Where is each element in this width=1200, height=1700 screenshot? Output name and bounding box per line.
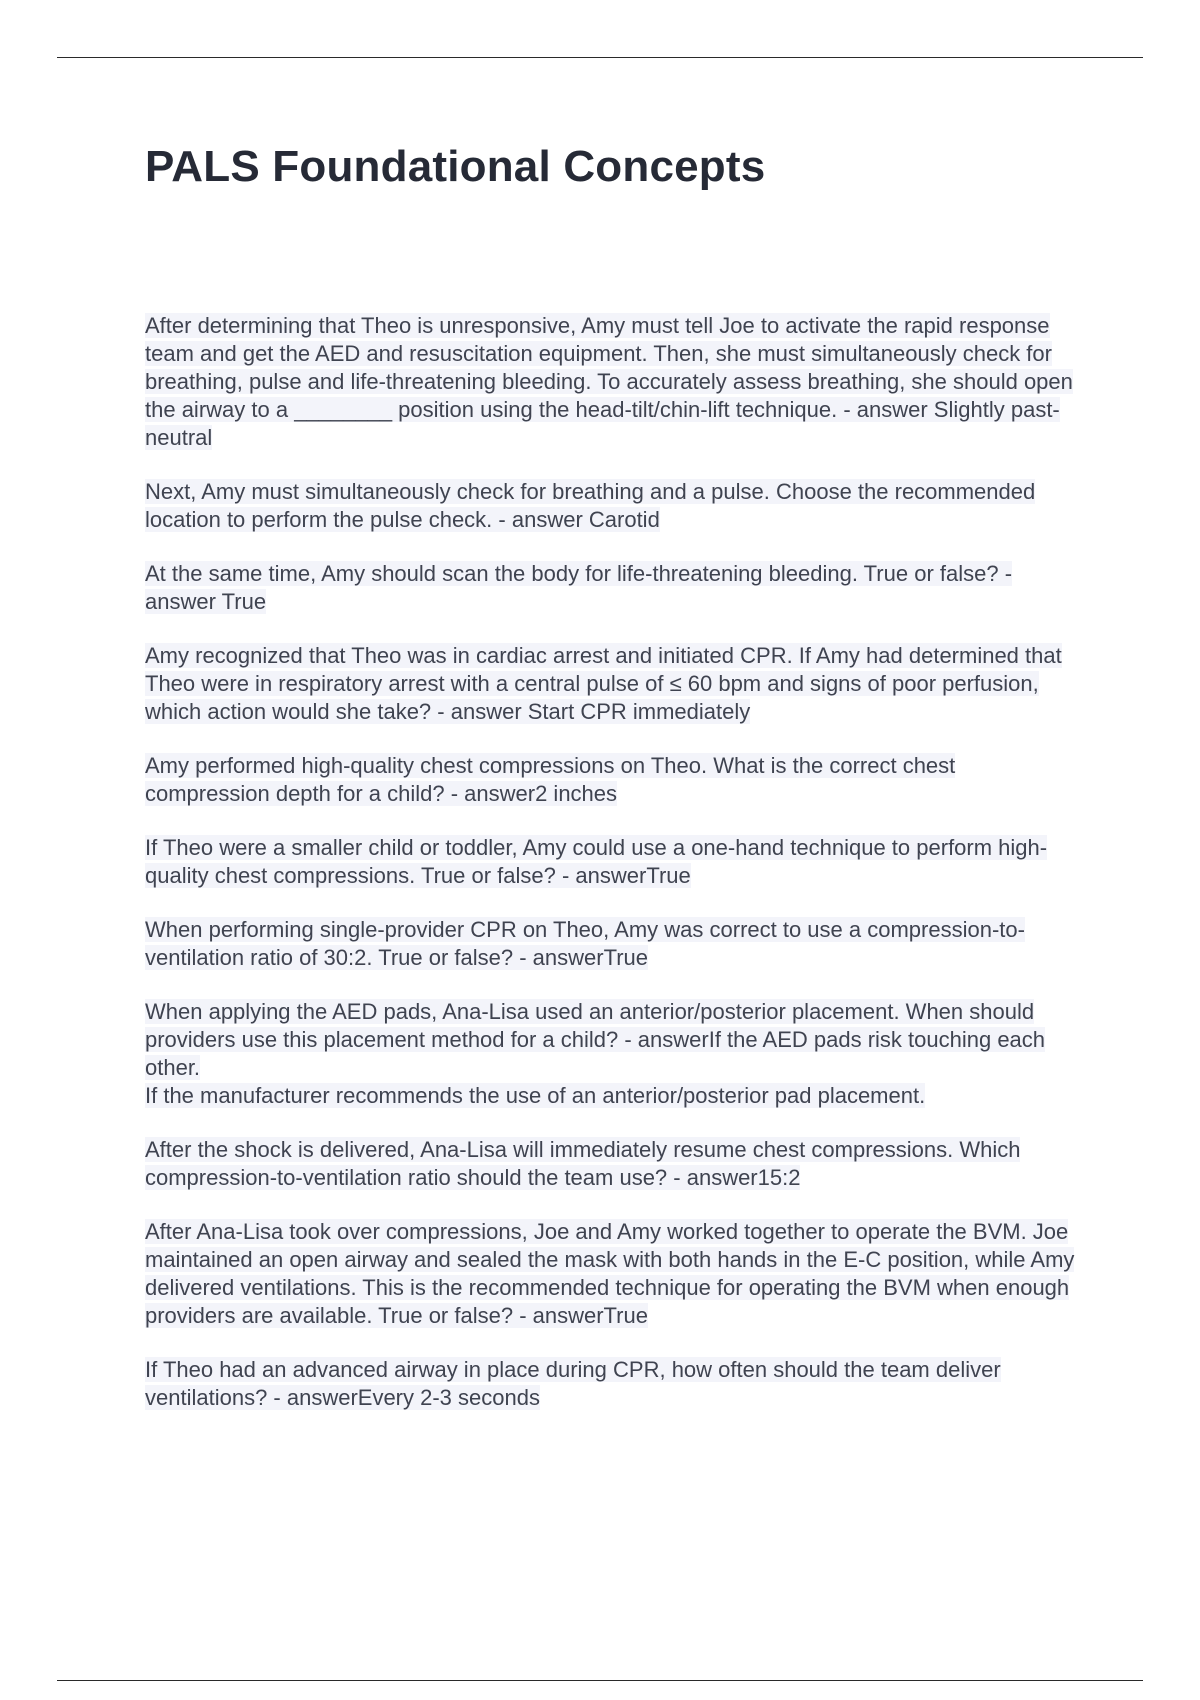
- qa-text: After Ana-Lisa took over compressions, Joe and Amy worked together to operate the BVM. Joe maintained an open airway and sealed the mask with both hands in the E-C position, while Amy delivered ventilations. This is the recommended technique for operating the BVM when enough providers are available. True or false? - answerTrue: [145, 1219, 1075, 1328]
- qa-item: [145, 916, 1085, 972]
- bottom-rule: [57, 1680, 1143, 1681]
- qa-list: [145, 312, 1085, 1438]
- qa-item: [145, 478, 1085, 534]
- qa-text: Amy performed high-quality chest compressions on Theo. What is the correct chest compression depth for a child? - answer2 inches: [145, 753, 956, 806]
- qa-text: When applying the AED pads, Ana-Lisa used an anterior/posterior placement. When should providers use this placement method for a child? - answerIf the AED pads risk touching each other. If the manufacturer recommends the use of an anterior/posterior pad placement.: [145, 999, 1046, 1108]
- top-rule: [57, 57, 1143, 58]
- qa-text: If Theo had an advanced airway in place during CPR, how often should the team deliver ventilations? - answerEvery 2-3 seconds: [145, 1357, 1001, 1410]
- qa-item: [145, 1356, 1085, 1412]
- qa-item: [145, 752, 1085, 808]
- qa-item: [145, 312, 1085, 452]
- qa-text: After the shock is delivered, Ana-Lisa will immediately resume chest compressions. Which compression-to-ventilation ratio should the team use? - answer15:2: [145, 1137, 1021, 1190]
- qa-text: After determining that Theo is unresponsive, Amy must tell Joe to activate the rapid response team and get the AED and resuscitation equipment. Then, she must simultaneously check for breathing, pulse and life-threatening bleeding. To accurately assess breathing, she should open the airway to a ________ position using the head-tilt/chin-lift technique. - answer Slightly past-neutral: [145, 313, 1073, 450]
- qa-text: Next, Amy must simultaneously check for breathing and a pulse. Choose the recommended location to perform the pulse check. - answer Carotid: [145, 479, 1036, 532]
- qa-item: [145, 1136, 1085, 1192]
- qa-item: [145, 642, 1085, 726]
- qa-item: [145, 834, 1085, 890]
- qa-text: Amy recognized that Theo was in cardiac arrest and initiated CPR. If Amy had determined that Theo were in respiratory arrest with a central pulse of ≤ 60 bpm and signs of poor perfusion, which action would she take? - answer Start CPR immediately: [145, 643, 1062, 724]
- qa-item: [145, 560, 1085, 616]
- qa-text: When performing single-provider CPR on Theo, Amy was correct to use a compression-to-ventilation ratio of 30:2. True or false? - answerTrue: [145, 917, 1025, 970]
- qa-text: If Theo were a smaller child or toddler, Amy could use a one-hand technique to perform high-quality chest compressions. True or false? - answerTrue: [145, 835, 1048, 888]
- qa-item: [145, 998, 1085, 1110]
- page-title: PALS Foundational Concepts: [145, 142, 766, 191]
- qa-text: At the same time, Amy should scan the body for life-threatening bleeding. True or false? - answer True: [145, 561, 1013, 614]
- qa-item: [145, 1218, 1085, 1330]
